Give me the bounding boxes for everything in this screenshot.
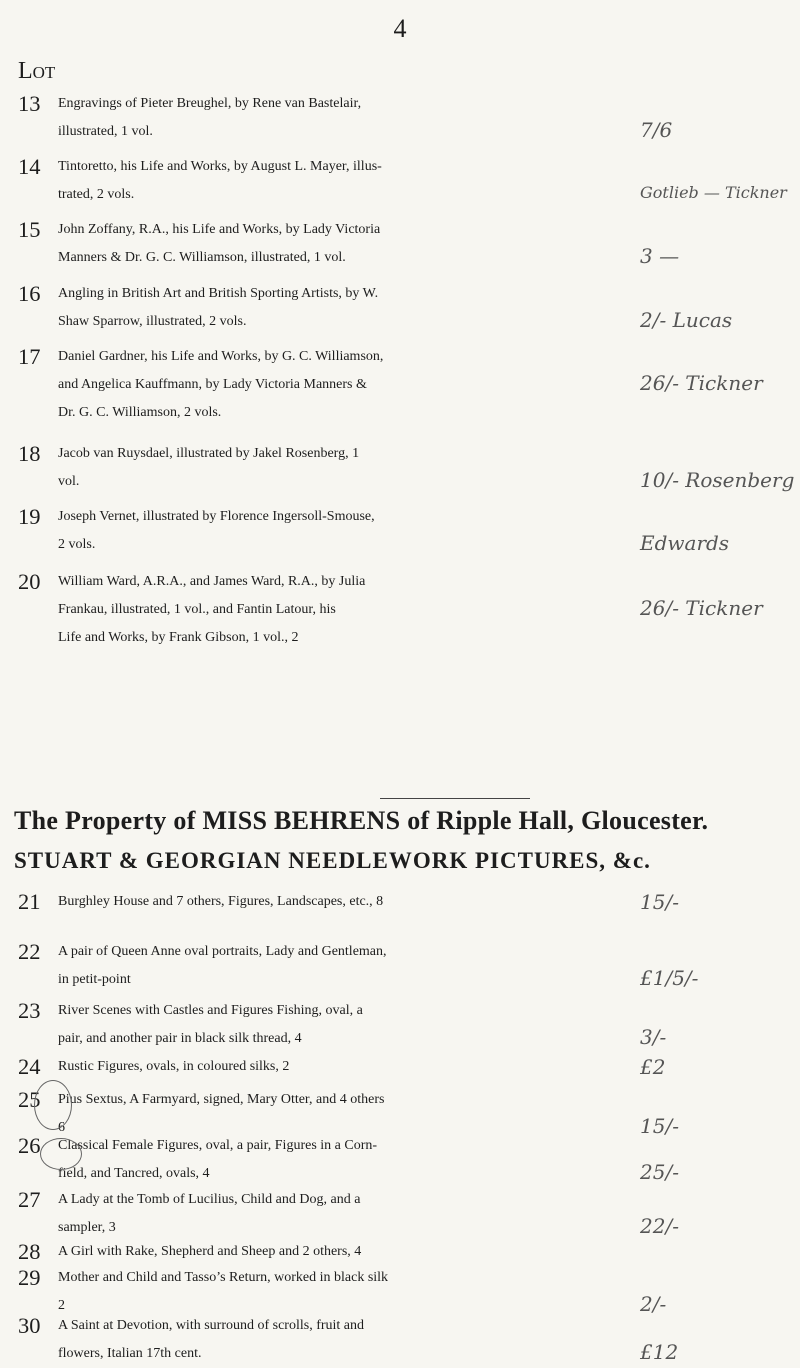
lot-number: 23	[18, 998, 41, 1023]
handwritten-price-note: 2/- Lucas	[640, 308, 733, 332]
lot-description-line: A Girl with Rake, Shepherd and Sheep and 2 others, 4	[58, 1244, 362, 1259]
lot-number: 22	[18, 939, 41, 964]
lot-description-line: Frankau, illustrated, 1 vol., and Fantin Latour, his	[58, 602, 336, 617]
pencil-circle-mark	[34, 1080, 72, 1130]
lot-description	[58, 440, 738, 496]
lot-description-line: field, and Tancred, ovals, 4	[58, 1166, 210, 1181]
lot-description	[58, 90, 738, 146]
lot-number: 15	[18, 217, 41, 242]
lot-description-line: 2	[58, 1298, 65, 1313]
section-divider	[380, 798, 530, 799]
lot-number: 24	[18, 1054, 41, 1079]
handwritten-price-note: 15/-	[640, 890, 679, 914]
lot-description-line: pair, and another pair in black silk thread, 4	[58, 1031, 302, 1046]
lot-description-line: Daniel Gardner, his Life and Works, by G. C. Williamson,	[58, 349, 384, 364]
section-title: The Property of MISS BEHRENS of Ripple Hall, Gloucester.	[14, 806, 709, 835]
handwritten-price-note: 22/-	[640, 1214, 679, 1238]
lot-description-line: 2 vols.	[58, 537, 96, 552]
lot-description	[58, 1132, 738, 1188]
lot-description-line: trated, 2 vols.	[58, 187, 135, 202]
lot-description-line: River Scenes with Castles and Figures Fishing, oval, a	[58, 1003, 363, 1018]
lot-description-line: and Angelica Kauffmann, by Lady Victoria Manners &	[58, 377, 367, 392]
lot-description-line: Mother and Child and Tasso’s Return, worked in black silk	[58, 1270, 389, 1285]
page-number: 4	[393, 14, 407, 43]
lot-number: 16	[18, 281, 41, 306]
lot-number: 13	[18, 91, 41, 116]
handwritten-price-note: Gotlieb — Tickner	[640, 183, 787, 202]
lot-description	[58, 280, 738, 336]
lot-description-line: in petit-point	[58, 972, 131, 987]
lot-description-line: Joseph Vernet, illustrated by Florence Ingersoll-Smouse,	[58, 509, 375, 524]
lot-number: 17	[18, 344, 41, 369]
lot-description-line: 6	[58, 1120, 65, 1135]
lot-description	[58, 888, 738, 916]
lot-description	[58, 1186, 738, 1242]
lot-description	[58, 1238, 738, 1266]
lot-description	[58, 938, 738, 994]
lot-description-line: Engravings of Pieter Breughel, by Rene van Bastelair,	[58, 96, 362, 111]
lot-number: 14	[18, 154, 41, 179]
lot-number: 19	[18, 504, 41, 529]
lot-description	[58, 997, 738, 1053]
handwritten-price-note: 3/-	[640, 1025, 667, 1049]
handwritten-price-note: £2	[640, 1055, 666, 1079]
lot-description-line: A pair of Queen Anne oval portraits, Lady and Gentleman,	[58, 944, 387, 959]
lot-description-line: Pius Sextus, A Farmyard, signed, Mary Otter, and 4 others	[58, 1092, 385, 1107]
handwritten-price-note: 10/- Rosenberg	[640, 468, 795, 492]
pencil-circle-lot-28	[40, 1138, 82, 1170]
lot-description-line: vol.	[58, 474, 80, 489]
lot-description	[58, 1312, 738, 1368]
lot-number: 21	[18, 889, 41, 914]
lot-description-line: John Zoffany, R.A., his Life and Works, by Lady Victoria	[58, 222, 381, 237]
lot-description-line: Rustic Figures, ovals, in coloured silks, 2	[58, 1059, 290, 1074]
lot-description	[58, 1053, 738, 1081]
lot-number: 20	[18, 569, 41, 594]
lot-description-line: Manners & Dr. G. C. Williamson, illustrated, 1 vol.	[58, 250, 346, 265]
lot-description-line: Tintoretto, his Life and Works, by August L. Mayer, illus-	[58, 159, 382, 174]
handwritten-price-note: 26/- Tickner	[640, 371, 763, 395]
lot-description-line: Life and Works, by Frank Gibson, 1 vol., 2	[58, 630, 299, 645]
lot-description-line: Classical Female Figures, oval, a pair, Figures in a Corn-	[58, 1138, 378, 1153]
lot-description	[58, 343, 738, 427]
lot-description-line: Shaw Sparrow, illustrated, 2 vols.	[58, 314, 247, 329]
lot-description	[58, 216, 738, 272]
lot-number: 29	[18, 1265, 41, 1290]
lot-description-line: flowers, Italian 17th cent.	[58, 1346, 202, 1361]
handwritten-price-note: 25/-	[640, 1160, 679, 1184]
lot-description	[58, 153, 738, 209]
lot-number: 26	[18, 1133, 41, 1158]
handwritten-price-note: 7/6	[640, 118, 673, 142]
lot-description-line: Dr. G. C. Williamson, 2 vols.	[58, 405, 222, 420]
lot-number: 28	[18, 1239, 41, 1264]
lot-number: 30	[18, 1313, 41, 1338]
lot-description-line: William Ward, A.R.A., and James Ward, R.A., by Julia	[58, 574, 366, 589]
lot-description-line: Jacob van Ruysdael, illustrated by Jakel Rosenberg, 1	[58, 446, 360, 461]
handwritten-price-note: £1/5/-	[640, 966, 699, 990]
lot-description-line: sampler, 3	[58, 1220, 116, 1235]
section-subtitle: STUART & GEORGIAN NEEDLEWORK PICTURES, &c.	[14, 848, 651, 873]
lot-number: 25	[18, 1087, 41, 1112]
handwritten-price-note: £12	[640, 1340, 679, 1364]
lot-description-line: illustrated, 1 vol.	[58, 124, 153, 139]
handwritten-price-note: Edwards	[640, 531, 730, 555]
handwritten-price-note: 15/-	[640, 1114, 679, 1138]
lot-number: 18	[18, 441, 41, 466]
handwritten-price-note: 26/- Tickner	[640, 596, 763, 620]
lot-description-line: Burghley House and 7 others, Figures, Landscapes, etc., 8	[58, 894, 384, 909]
lot-column-header: Lot	[18, 58, 56, 84]
lot-number: 27	[18, 1187, 41, 1212]
lot-description-line: A Saint at Devotion, with surround of scrolls, fruit and	[58, 1318, 365, 1333]
handwritten-price-note: 2/-	[640, 1292, 667, 1316]
lot-description	[58, 568, 738, 652]
lot-description-line: A Lady at the Tomb of Lucilius, Child and Dog, and a	[58, 1192, 361, 1207]
lot-description	[58, 503, 738, 559]
handwritten-price-note: 3 —	[640, 244, 680, 268]
lot-description-line: Angling in British Art and British Sporting Artists, by W.	[58, 286, 379, 301]
